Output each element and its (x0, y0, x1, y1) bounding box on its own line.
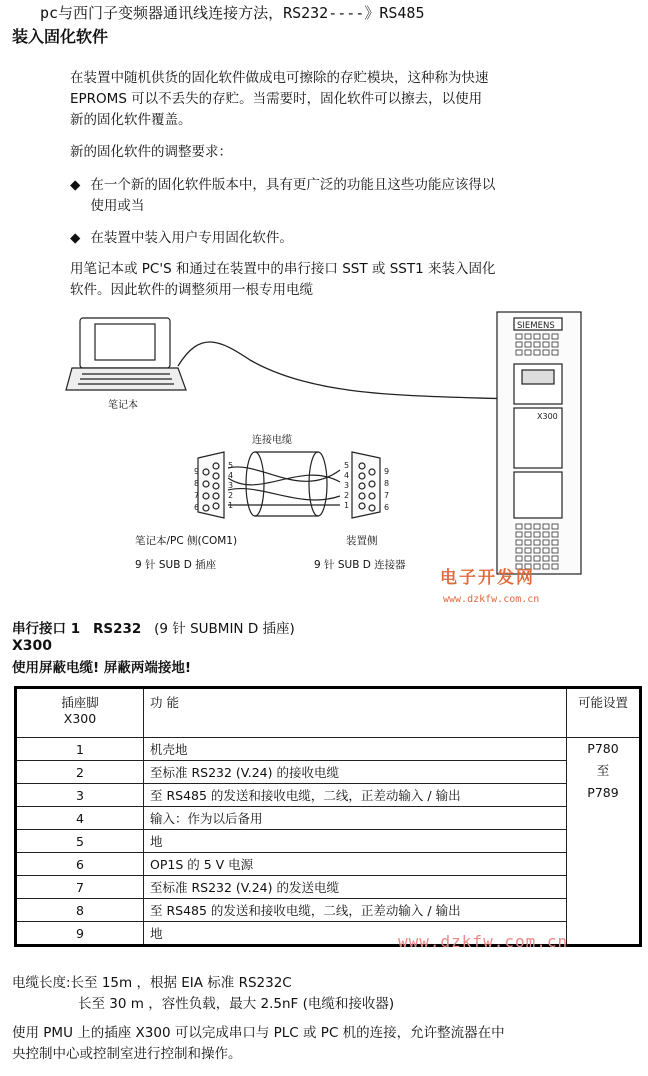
device-key (525, 350, 531, 355)
device-side-label: 装置侧 (346, 535, 378, 547)
device-key (516, 556, 522, 561)
device-pin-label: 2 (344, 491, 350, 500)
cable-length-line: 长至 30 m ，容性负载，最大 2.5nF (电缆和接收器) (78, 996, 395, 1012)
device-key (552, 350, 558, 355)
device-pin-label: 7 (384, 491, 390, 500)
pc-pin-label: 6 (194, 503, 200, 512)
pin-function: 至 RS485 的发送和接收电缆，二线，正差动输入 / 输出 (144, 899, 567, 922)
device-key (543, 350, 549, 355)
bullet-item (70, 228, 600, 249)
pin-function: 至标准 RS232 (V.24) 的发送电缆 (144, 876, 567, 899)
device-pin-label: 1 (344, 501, 350, 510)
settings-cell (567, 738, 641, 946)
method-paragraph (70, 259, 600, 301)
device-key (525, 548, 531, 553)
cable-label: 连接电缆 (252, 435, 292, 446)
header-pin-line: 插座脚 (61, 695, 99, 710)
device-key (543, 548, 549, 553)
device-pin-label: 3 (344, 481, 350, 490)
device-key (525, 540, 531, 545)
header-pin-line: X300 (63, 711, 97, 726)
device-pin-label: 6 (384, 503, 390, 512)
connection-cable (228, 452, 340, 516)
pin-number: 5 (16, 830, 144, 853)
device-key (552, 524, 558, 529)
device-key (516, 548, 522, 553)
pc-pin-label: 1 (228, 501, 234, 510)
pin-number: 9 (16, 922, 144, 946)
device-key (552, 334, 558, 339)
device-pin-label: 4 (344, 471, 350, 480)
table-row (16, 876, 641, 899)
device-key (543, 556, 549, 561)
device-key (534, 556, 540, 561)
intro-line: 在装置中随机供货的固化软件做成电可擦除的存贮模块，这种称为快速 (70, 70, 489, 86)
header-pin (16, 688, 144, 738)
device-key (516, 540, 522, 545)
device-key (525, 342, 531, 347)
pin-number: 4 (16, 807, 144, 830)
pin-table (14, 686, 642, 947)
table-row (16, 784, 641, 807)
page-title: pc与西门子变频器通讯线连接方法，RS232----》RS485 (40, 4, 425, 22)
pin-function: 至标准 RS232 (V.24) 的接收电缆 (144, 761, 567, 784)
header-settings: 可能设置 (567, 688, 641, 738)
serial-interface-line (12, 619, 295, 640)
laptop-cable (178, 342, 540, 400)
pc-pin-label: 3 (228, 481, 234, 490)
device-port-label: X300 (537, 412, 558, 421)
device-key (552, 556, 558, 561)
settings-value: P789 (587, 785, 619, 800)
device-key (534, 524, 540, 529)
device-key (534, 540, 540, 545)
device-key (534, 342, 540, 347)
method-line: 用笔记本或 PC'S 和通过在装置中的串行接口 SST 或 SST1 来装入固化 (70, 261, 496, 277)
connection-diagram (0, 300, 648, 620)
pc-pin-label: 4 (228, 471, 234, 480)
serial-protocol: RS232 (92, 621, 142, 637)
device-key (534, 548, 540, 553)
device-key (543, 342, 549, 347)
pin-function: OP1S 的 5 V 电源 (144, 853, 567, 876)
device-key (525, 524, 531, 529)
pc-pin-label: 9 (194, 467, 200, 476)
device-key (516, 350, 522, 355)
device-pin-label: 8 (384, 479, 390, 488)
device-key (534, 350, 540, 355)
device-key (543, 564, 549, 569)
pc-pin-label: 8 (194, 479, 200, 488)
requirements-heading: 新的固化软件的调整要求： (70, 144, 232, 160)
laptop-illustration (66, 318, 186, 390)
diamond-bullet-icon: ◆ (70, 230, 81, 246)
intro-line: EPROMS 可以不丢失的存贮。当需要时，固化软件可以擦去，以使用 (70, 91, 483, 107)
watermark-url-bottom: www.dzkfw.com.cn (398, 932, 569, 951)
device-key (543, 532, 549, 537)
pin-function: 地 (144, 922, 567, 946)
device-key (552, 548, 558, 553)
device-key (552, 540, 558, 545)
pc-db9-connector (198, 452, 224, 518)
device-pin-label: 9 (384, 467, 390, 476)
device-key (552, 532, 558, 537)
device-brand: SIEMENS (517, 321, 555, 331)
laptop-label: 笔记本 (108, 400, 138, 411)
device-key (552, 564, 558, 569)
device-key (516, 532, 522, 537)
footer-paragraph (12, 1023, 632, 1065)
pin-function: 至 RS485 的发送和接收电缆，二线，正差动输入 / 输出 (144, 784, 567, 807)
bullet-line: 在一个新的固化软件版本中，具有更广泛的功能且这些功能应该得以 (90, 177, 496, 193)
pc-side-label: 笔记本/PC 侧(COM1) (135, 535, 238, 547)
device-key (543, 334, 549, 339)
cable-length-line: 电缆长度:长至 15m ，根据 EIA 标准 RS232C (12, 975, 292, 991)
settings-value: P780 (587, 741, 619, 756)
pin-number: 3 (16, 784, 144, 807)
device-key (552, 342, 558, 347)
footer-line: 央控制中心或控制室进行控制和操作。 (12, 1046, 242, 1062)
table-row (16, 761, 641, 784)
serial-connector-note: (9 针 SUBMIN D 插座) (154, 621, 295, 637)
device-key (516, 342, 522, 347)
device-key (543, 524, 549, 529)
pin-number: 2 (16, 761, 144, 784)
footer-line: 使用 PMU 上的插座 X300 可以完成串口与 PLC 或 PC 机的连接，允许整流器在中 (12, 1025, 505, 1041)
device-connector-label: 9 针 SUB D 连接器 (314, 559, 406, 571)
device-key (525, 334, 531, 339)
table-row (16, 853, 641, 876)
shield-note: 使用屏蔽电缆! 屏蔽两端接地! (12, 660, 192, 676)
device-key (534, 532, 540, 537)
watermark-url: www.dzkfw.com.cn (443, 594, 540, 605)
device-key (516, 524, 522, 529)
watermark-logo: 电子开发网 (440, 568, 535, 588)
device-key (525, 556, 531, 561)
table-row (16, 899, 641, 922)
section-heading: 装入固化软件 (12, 27, 109, 46)
device-key (516, 334, 522, 339)
serial-port: X300 (12, 638, 53, 654)
device-key (525, 532, 531, 537)
pin-number: 7 (16, 876, 144, 899)
diamond-bullet-icon: ◆ (70, 177, 81, 193)
table-row (16, 830, 641, 853)
device-db9-connector (352, 452, 380, 518)
pin-number: 1 (16, 738, 144, 761)
intro-paragraph (70, 68, 590, 131)
pin-function: 输入：作为以后备用 (144, 807, 567, 830)
settings-value: 至 (596, 763, 610, 778)
pc-connector-label: 9 针 SUB D 插座 (135, 559, 217, 571)
table-row (16, 807, 641, 830)
bullet-line: 使用或当 (90, 198, 145, 214)
device-key (534, 334, 540, 339)
pc-pin-label: 7 (194, 491, 200, 500)
device-key (543, 540, 549, 545)
header-function: 功 能 (144, 688, 567, 738)
pin-function: 机壳地 (144, 738, 567, 761)
table-row (16, 738, 641, 761)
pc-pin-label: 2 (228, 491, 234, 500)
pin-number: 6 (16, 853, 144, 876)
pin-function: 地 (144, 830, 567, 853)
pin-number: 8 (16, 899, 144, 922)
table-header-row (16, 688, 641, 738)
intro-line: 新的固化软件覆盖。 (70, 112, 192, 128)
pc-pin-label: 5 (228, 461, 234, 470)
method-line: 软件。因此软件的调整须用一根专用电缆 (70, 282, 313, 298)
device-pin-label: 5 (344, 461, 350, 470)
bullet-item (70, 175, 600, 217)
serial-interface-label: 串行接口 1 (12, 621, 81, 637)
bullet-line: 在装置中装入用户专用固化软件。 (90, 230, 293, 246)
